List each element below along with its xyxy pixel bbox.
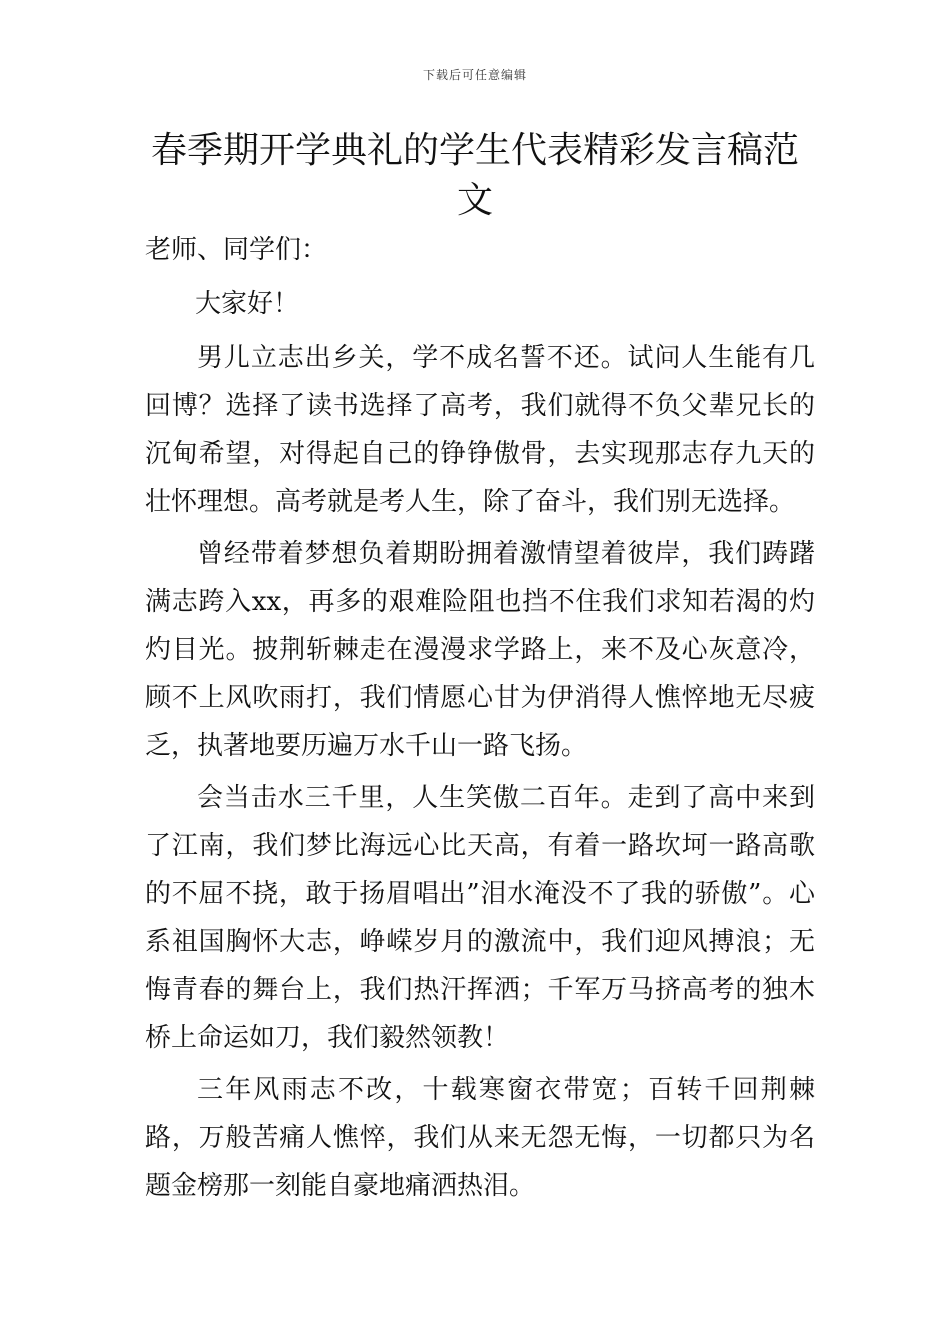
paragraph-3: 会当击水三千里，人生笑傲二百年。走到了高中来到了江南，我们梦比海远心比天高，有着一路坎坷一路高歌的不屈不挠，敢于扬眉唱出”泪水淹没不了我的骄傲”。心系祖国胸怀大志，峥嵘岁月的激流中，我们迎风搏浪；无悔青春的舞台上，我们热汗挥洒；千军万马挤高考的独木桥上命运如刀，我们毅然领教！ [145,783,815,1053]
header-note: 下载后可任意编辑 [422,68,527,82]
paragraph-1: 男儿立志出乡关，学不成名誓不还。试问人生能有几回博？选择了读书选择了高考，我们就得不负父辈兄长的沉甸希望，对得起自己的铮铮傲骨，去实现那志存九天的壮怀理想。高考就是考人生，除了奋斗，我们别无选择。 [145,343,815,517]
document-body [145,226,815,1214]
document-title: 春季期开学典礼的学生代表精彩发言稿范文 [150,130,799,221]
salutation: 老师、同学们： [145,235,328,265]
paragraph-2: 曾经带着梦想负着期盼拥着激情望着彼岸，我们踌躇满志跨入xx，再多的艰难险阻也挡不住我们求知若渴的灼灼目光。披荆斩棘走在漫漫求学路上，来不及心灰意冷，顾不上风吹雨打，我们情愿心甘为伊消得人憔悴地无尽疲乏，执著地要历遍万水千山一路飞扬。 [145,539,815,761]
paragraph-4: 三年风雨志不改，十载寒窗衣带宽；百转千回荆棘路，万般苦痛人憔悴，我们从来无怨无悔，一切都只为名题金榜那一刻能自豪地痛洒热泪。 [145,1075,815,1201]
greeting: 大家好！ [195,289,300,319]
